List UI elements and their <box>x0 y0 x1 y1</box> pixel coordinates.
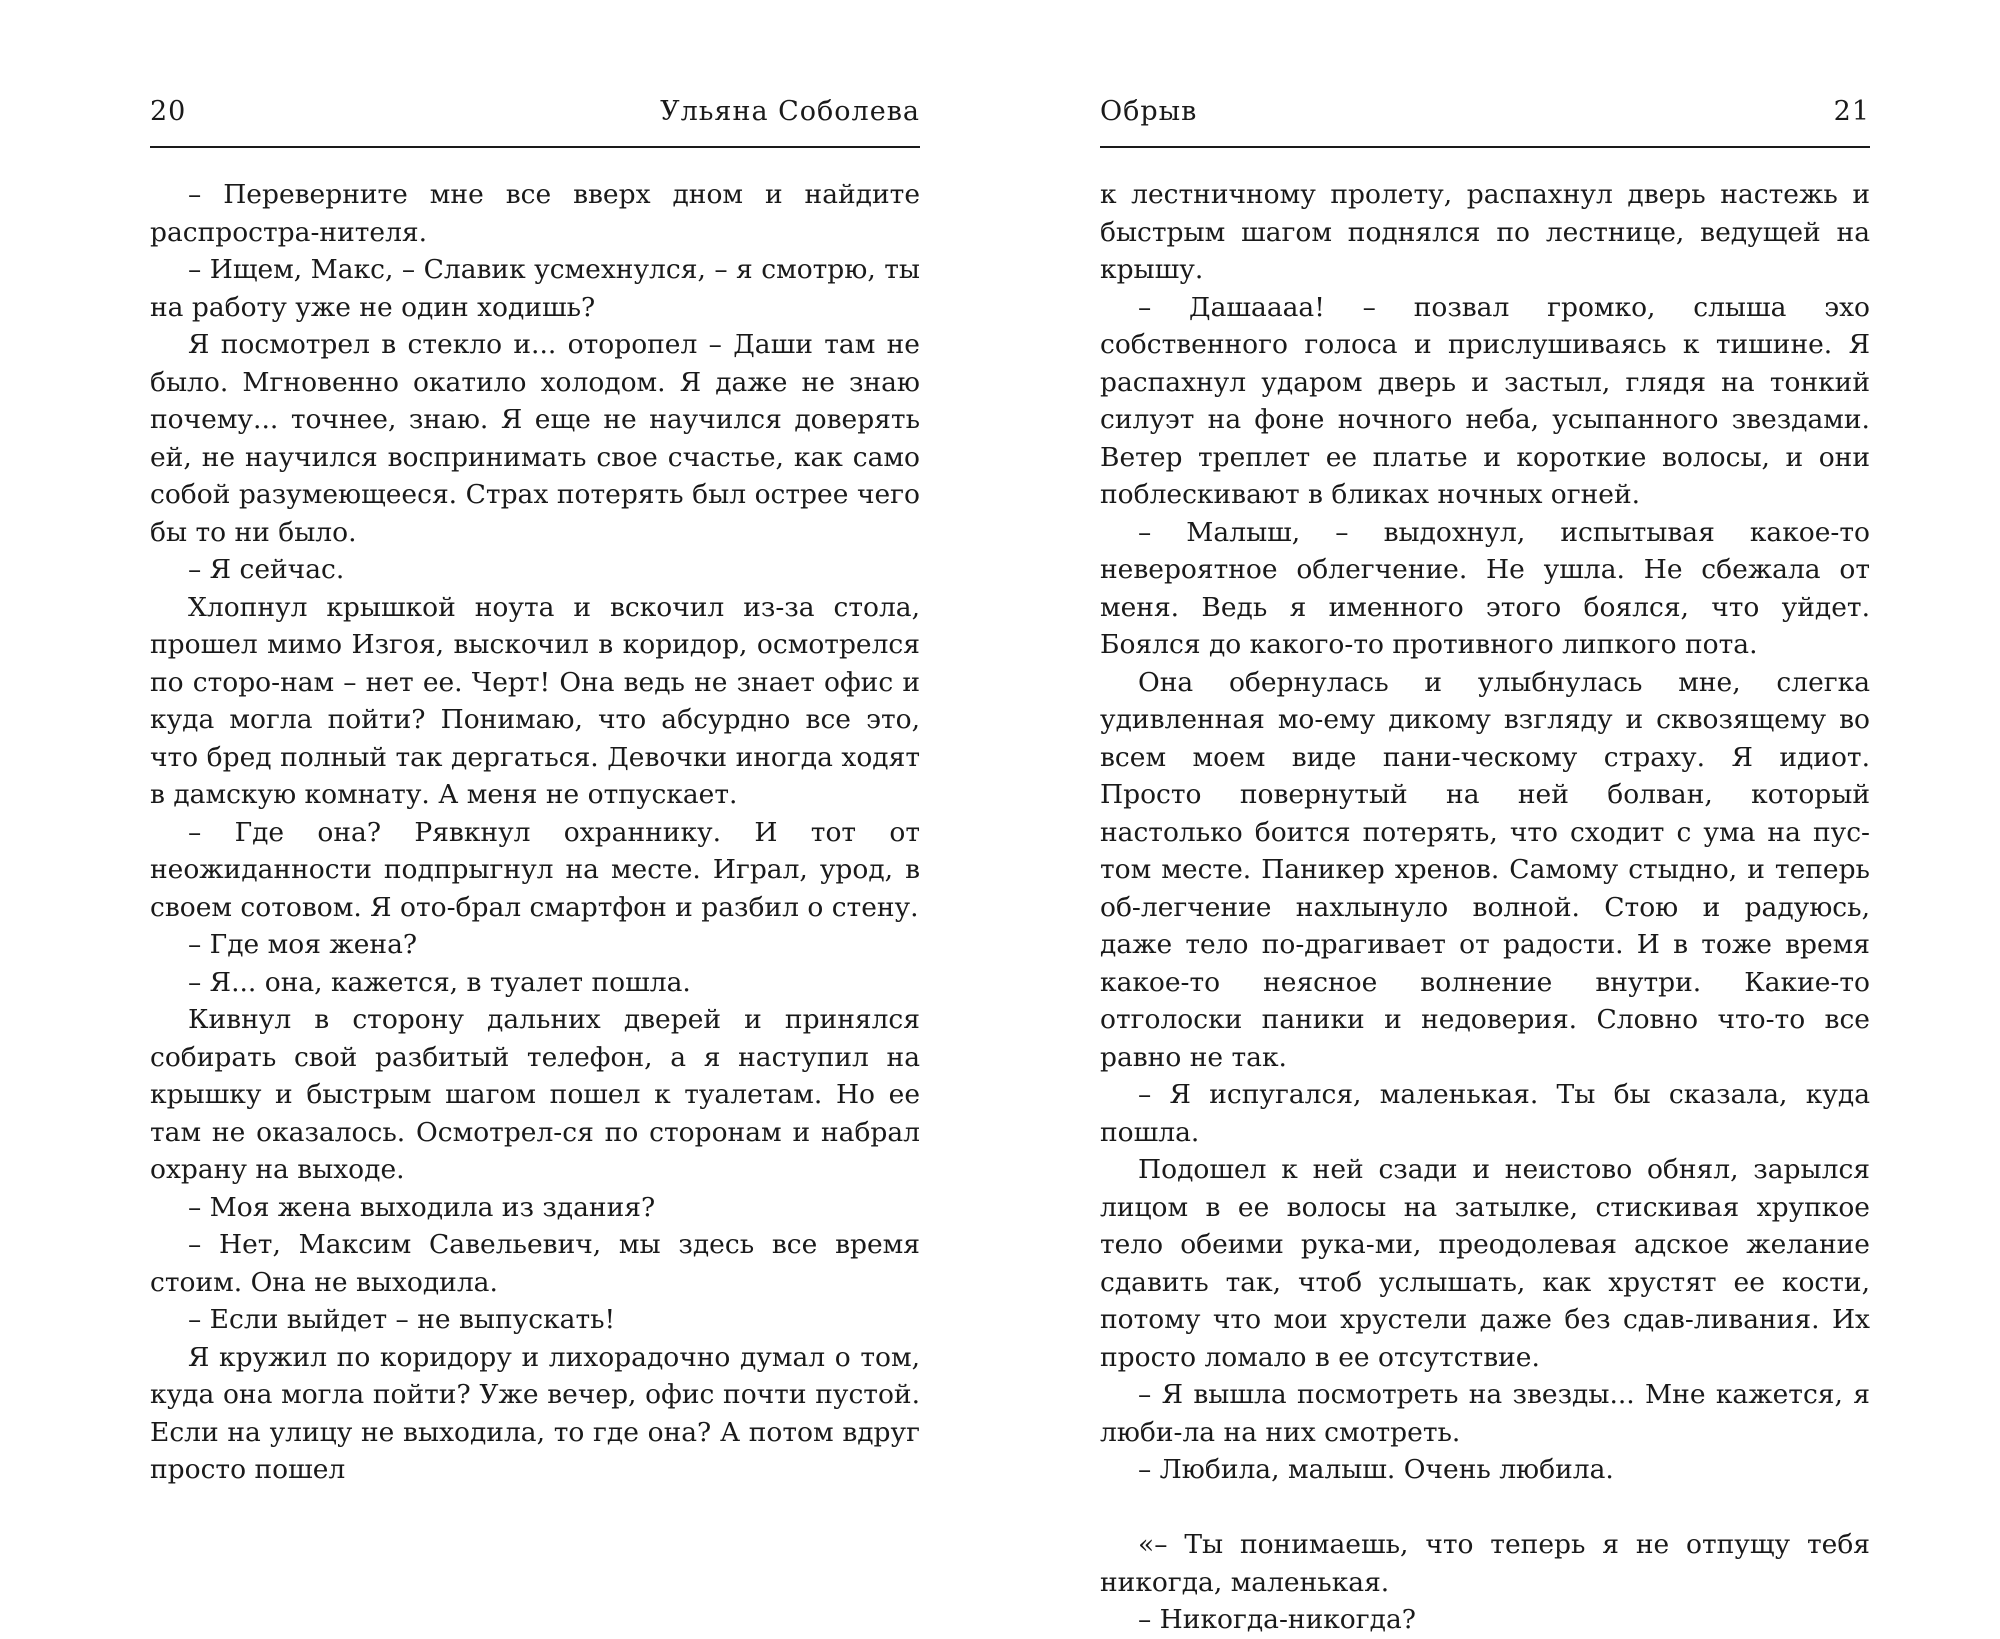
left-page-number: 20 <box>150 96 187 127</box>
paragraph: – Моя жена выходила из здания? <box>188 1191 656 1223</box>
paragraph: – Нет, Максим Савельевич, мы здесь все время стоим. Она не выходила. <box>150 1229 920 1298</box>
paragraph: Подошел к ней сзади и неистово обнял, зарылся лицом в ее волосы на затылке, стискивая хрупкое тело обеими рука-ми, преодолевая адское желание сдавить так, чтоб услышать, как хрустят ее кости, потому что мои хрустели даже без сдав-ливания. Их просто ломало в ее отсутствие. <box>1100 1154 1870 1373</box>
right-body-text <box>1100 176 1870 1639</box>
paragraph: – Я испугался, маленькая. Ты бы сказала, куда пошла. <box>1100 1079 1870 1148</box>
paragraph: Кивнул в сторону дальних дверей и принялся собирать свой разбитый телефон, а я наступил на крышку и быстрым шагом пошел к туалетам. Но ее там не оказалось. Осмотрел-ся по сторонам и набрал охрану на выходе. <box>150 1004 920 1185</box>
paragraph: – Где она? Рявкнул охраннику. И тот от неожиданности подпрыгнул на месте. Играл, урод, в своем сотовом. Я ото-брал смартфон и разбил о стену. <box>150 816 920 923</box>
paragraph: – Я... она, кажется, в туалет пошла. <box>188 966 691 998</box>
right-page-number: 21 <box>1833 96 1870 127</box>
paragraph: – Дашаааа! – позвал громко, слыша эхо собственного голоса и прислушиваясь к тишине. Я распахнул ударом дверь и застыл, глядя на тонкий силуэт на фоне ночного неба, усыпанного звездами. Ветер треплет ее платье и короткие волосы, и они поблескивают в бликах ночных огней. <box>1100 291 1870 510</box>
paragraph: «– Ты понимаешь, что теперь я не отпущу тебя никогда, маленькая. <box>1100 1529 1870 1598</box>
left-running-title: Ульяна Соболева <box>660 96 920 127</box>
paragraph: – Я сейчас. <box>188 554 345 585</box>
paragraph: Она обернулась и улыбнулась мне, слегка удивленная мо-ему дикому взгляду и сквозящему во всем моем виде пани-ческому страху. Я идиот. Просто повернутый на ней болван, который настолько боится потерять, что сходит с ума на пус-том месте. Паникер хренов. Самому стыдно, и теперь об-легчение нахлынуло волной. Стою и радуюсь, даже тело по-драгивает от радости. И в тоже время какое-то неясное волнение внутри. Какие-то отголоски паники и недоверия. Словно что-то все равно не так. <box>1100 666 1870 1073</box>
paragraph: к лестничному пролету, распахнул дверь настежь и быстрым шагом поднялся по лестнице, ведущей на крышу. <box>1100 179 1870 285</box>
paragraph: – Малыш, – выдохнул, испытывая какое-то невероятное облегчение. Не ушла. Не сбежала от меня. Ведь я именного этого боялся, что уйдет. Боялся до какого-то противного липкого пота. <box>1100 516 1870 660</box>
right-running-title: Обрыв <box>1100 96 1198 127</box>
paragraph: – Любила, малыш. Очень любила. <box>1138 1454 1614 1485</box>
paragraph: – Где моя жена? <box>188 929 418 960</box>
left-body-text <box>150 176 920 1489</box>
paragraph: Я кружил по коридору и лихорадочно думал о том, куда она могла пойти? Уже вечер, офис почти пустой. Если на улицу не выходила, то где она? А потом вдруг просто пошел <box>150 1341 920 1485</box>
left-header-rule <box>150 146 920 148</box>
right-running-head <box>1100 96 1870 136</box>
paragraph: – Никогда-никогда? <box>1138 1604 1416 1635</box>
paragraph: Я посмотрел в стекло и... оторопел – Даши там не было. Мгновенно окатило холодом. Я даже не знаю почему... точнее, знаю. Я еще не научился доверять ей, не научился воспринимать свое счастье, как само собой разумеющееся. Страх потерять был острее чего бы то ни было. <box>150 329 920 548</box>
paragraph: – Переверните мне все вверх дном и найдите распростра-нителя. <box>150 179 920 248</box>
paragraph: – Если выйдет – не выпускать! <box>188 1304 616 1335</box>
left-running-head <box>150 96 920 136</box>
paragraph: Хлопнул крышкой ноута и вскочил из-за стола, прошел мимо Изгоя, выскочил в коридор, осмотрелся по сторо-нам – нет ее. Черт! Она ведь не знает офис и куда могла пойти? Понимаю, что абсурдно все это, что бред полный так дергаться. Девочки иногда ходят в дамскую комнату. А меня не отпускает. <box>150 591 920 810</box>
left-page <box>150 0 920 1485</box>
paragraph: – Я вышла посмотреть на звезды... Мне кажется, я люби-ла на них смотреть. <box>1100 1379 1870 1448</box>
right-header-rule <box>1100 146 1870 148</box>
right-page <box>1100 0 1870 1635</box>
paragraph: – Ищем, Макс, – Славик усмехнулся, – я смотрю, ты на работу уже не один ходишь? <box>150 254 920 323</box>
